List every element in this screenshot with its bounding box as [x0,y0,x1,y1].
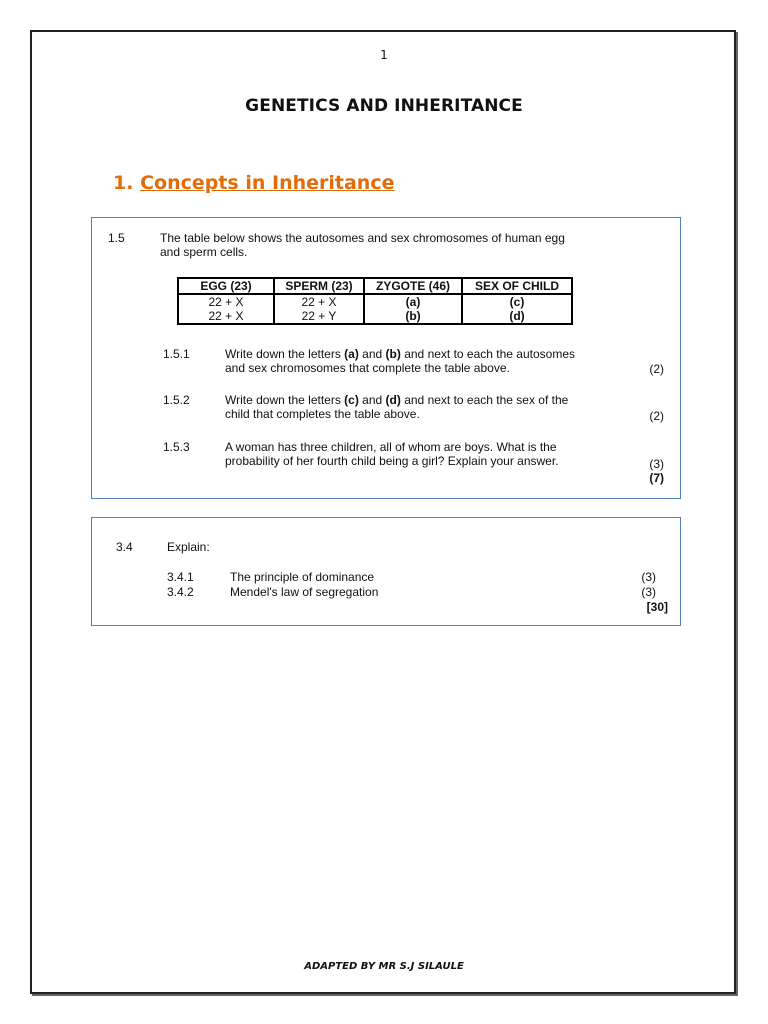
table-header-cell: SPERM (23) [274,278,364,294]
letter-c: (c) [344,393,359,407]
subquestion-line2: child that completes the table above. [225,407,420,421]
table-cell: (b) [364,309,462,324]
subquestion-line2: and sex chromosomes that complete the table above. [225,361,510,375]
subquestion-number: 1.5.2 [163,393,190,407]
question-intro-line2: and sperm cells. [160,245,248,259]
document-title: GENETICS AND INHERITANCE [245,96,523,116]
chromosome-table [177,277,573,325]
letter-d: (d) [385,393,401,407]
question-number: 1.5 [108,231,125,245]
table-cell: 22 + Y [274,309,364,324]
question-intro-line1: The table below shows the autosomes and sex chromosomes of human egg [160,231,565,245]
text-fragment: and [358,347,386,361]
page-number: 1 [380,48,388,62]
subquestion-number: 1.5.3 [163,440,190,454]
subquestion-line1 [225,393,568,407]
text-fragment: and next to each the sex of the [400,393,569,407]
text-fragment: Write down the letters [225,347,345,361]
table-cell: 22 + X [178,294,274,309]
subquestion-number: 3.4.2 [167,585,194,599]
marks: (2) [649,362,664,376]
table-row [178,309,572,324]
marks: (3) [641,585,656,599]
text-fragment: and [358,393,386,407]
text-fragment: and next to each the autosomes [400,347,575,361]
question-number: 3.4 [116,540,133,554]
question-label: Explain: [167,540,210,554]
footer-credit: ADAPTED BY MR S.J SILAULE [304,961,464,972]
text-fragment: Write down the letters [225,393,345,407]
section-heading [113,172,394,194]
letter-a: (a) [344,347,359,361]
table-header-cell: SEX OF CHILD [462,278,572,294]
subquestion-line2: probability of her fourth child being a girl? Explain your answer. [225,454,559,468]
subquestion-number: 1.5.1 [163,347,190,361]
marks: (2) [649,409,664,423]
subquestion-text: Mendel's law of segregation [230,585,379,599]
table-cell: 22 + X [178,309,274,324]
question-total: [30] [646,600,668,614]
section-number: 1. [113,172,134,194]
marks: (3) [641,570,656,584]
section-title: Concepts in Inheritance [140,172,395,194]
table-cell: (c) [462,294,572,309]
table-row [178,294,572,309]
subquestion-number: 3.4.1 [167,570,194,584]
subquestion-text: The principle of dominance [230,570,375,584]
marks: (3) [649,457,664,471]
table-header-row [178,278,572,294]
table-cell: (d) [462,309,572,324]
table-header-cell: EGG (23) [178,278,274,294]
letter-b: (b) [385,347,401,361]
table-cell: (a) [364,294,462,309]
subquestion-line1: A woman has three children, all of whom are boys. What is the [225,440,557,454]
subquestion-line1 [225,347,575,361]
table-header-cell: ZYGOTE (46) [364,278,462,294]
question-total: (7) [649,471,664,485]
table-cell: 22 + X [274,294,364,309]
